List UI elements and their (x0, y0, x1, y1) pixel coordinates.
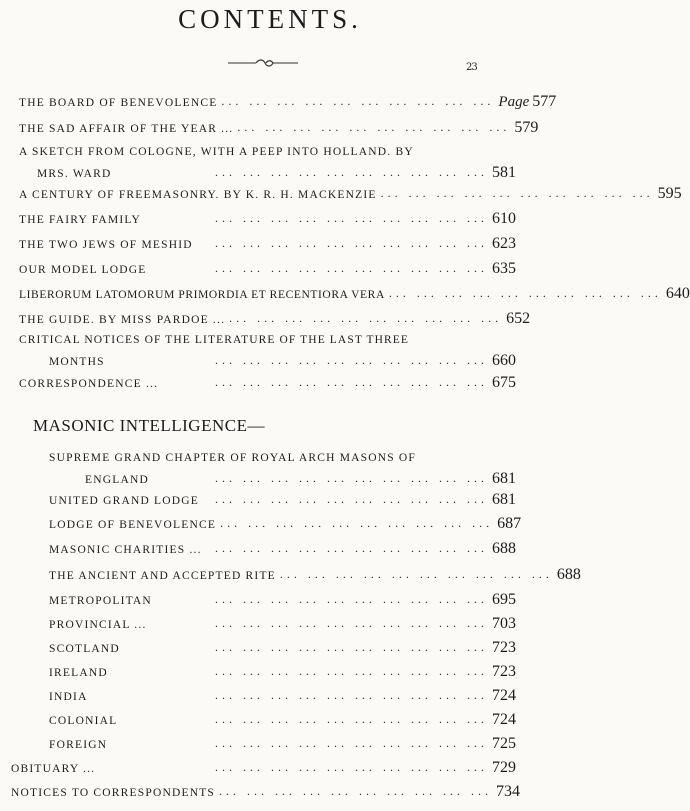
toc-entry-label: THE GUIDE. BY MISS PARDOE ... (19, 314, 226, 326)
leader-dots: ... ... ... ... ... ... ... ... ... ... (215, 375, 488, 389)
toc-entry-page: 724 (492, 687, 516, 704)
toc-entry-label: SCOTLAND (49, 643, 120, 655)
toc-entry[interactable] (19, 334, 516, 370)
toc-entry[interactable] (49, 591, 516, 609)
leader-dots: ... ... ... ... ... ... ... ... ... ... (215, 541, 488, 555)
toc-entry-page: 723 (492, 639, 516, 656)
leader-dots: ... ... ... ... ... ... ... ... ... ... (380, 186, 654, 200)
toc-entry[interactable] (49, 566, 581, 584)
toc-entry-page: 681 (492, 491, 516, 508)
toc-entry-label: COLONIAL (49, 715, 118, 727)
toc-entry-label: CORRESPONDENCE ... (19, 378, 159, 390)
toc-entry-label: THE BOARD OF BENEVOLENCE (19, 97, 218, 109)
toc-entry-page: 688 (492, 540, 516, 557)
toc-entry[interactable] (19, 185, 682, 203)
toc-entry-label: ENGLAND (85, 474, 149, 486)
toc-entry-label-line1: SUPREME GRAND CHAPTER OF ROYAL ARCH MASONS OF (49, 452, 417, 464)
toc-entry-page: 595 (657, 185, 682, 202)
toc-entry[interactable] (19, 210, 516, 228)
toc-entry-label: MONTHS (49, 356, 105, 368)
toc-entry-page: 703 (492, 615, 516, 632)
toc-entry[interactable] (11, 759, 516, 777)
toc-entry-label: INDIA (49, 691, 88, 703)
leader-dots: ... ... ... ... ... ... ... ... ... ... (215, 712, 488, 726)
toc-entry-label-line1: CRITICAL NOTICES OF THE LITERATURE OF THE LAST THREE (19, 334, 410, 346)
leader-dots: ... ... ... ... ... ... ... ... ... ... (220, 516, 494, 530)
leader-dots: ... ... ... ... ... ... ... ... ... ... (215, 353, 488, 367)
toc-entry-label: LODGE OF BENEVOLENCE (49, 519, 217, 531)
leader-dots: ... ... ... ... ... ... ... ... ... ... (215, 760, 488, 774)
toc-entry-label: METROPOLITAN (49, 595, 152, 607)
toc-entry[interactable] (49, 540, 516, 558)
page-title: CONTENTS. (178, 4, 362, 34)
toc-entry-page: 724 (492, 711, 516, 728)
page-mark: 23 (466, 62, 477, 73)
toc-entry-page: 623 (492, 235, 516, 252)
toc-entry[interactable] (19, 119, 539, 137)
leader-dots: ... ... ... ... ... ... ... ... ... ... (237, 120, 511, 134)
leader-dots: ... ... ... ... ... ... ... ... ... ... (215, 211, 488, 225)
toc-entry[interactable] (49, 711, 516, 729)
toc-entry-label: MASONIC CHARITIES ... (49, 544, 202, 556)
toc-entry[interactable] (19, 310, 531, 328)
toc-entry[interactable] (11, 783, 521, 801)
toc-entry-page: 660 (492, 352, 516, 369)
toc-entry[interactable] (49, 515, 522, 533)
toc-entry[interactable] (19, 235, 516, 253)
toc-entry-page: 675 (492, 374, 516, 391)
toc-entry[interactable] (19, 93, 557, 111)
toc-entry-label: UNITED GRAND LODGE (49, 495, 199, 507)
leader-dots: ... ... ... ... ... ... ... ... ... ... (215, 640, 488, 654)
toc-entry[interactable] (19, 374, 516, 392)
toc-entry-label: MRS. WARD (37, 168, 112, 180)
leader-dots: ... ... ... ... ... ... ... ... ... ... (215, 236, 488, 250)
toc-entry-label: THE FAIRY FAMILY (19, 214, 141, 226)
leader-dots: ... ... ... ... ... ... ... ... ... ... (215, 471, 488, 485)
toc-entry-label: OBITUARY ... (11, 763, 96, 775)
ornament-divider (228, 58, 298, 68)
toc-entry[interactable] (49, 663, 516, 681)
toc-entry-page: 734 (496, 783, 521, 800)
leader-dots: ... ... ... ... ... ... ... ... ... ... (215, 165, 488, 179)
leader-dots: ... ... ... ... ... ... ... ... ... ... (215, 261, 488, 275)
page-prefix: Page (498, 94, 530, 110)
toc-entry[interactable] (49, 735, 516, 753)
toc-entry[interactable] (19, 285, 690, 303)
toc-entry-label: OUR MODEL LODGE (19, 264, 147, 276)
leader-dots: ... ... ... ... ... ... ... ... ... ... (219, 784, 493, 798)
toc-entry-page: 725 (492, 735, 516, 752)
leader-dots: ... ... ... ... ... ... ... ... ... ... (215, 736, 488, 750)
toc-entry-page: 695 (492, 591, 516, 608)
toc-entry-page: 635 (492, 260, 516, 277)
toc-entry-label: THE SAD AFFAIR OF THE YEAR ... (19, 123, 234, 135)
toc-entry-label: NOTICES TO CORRESPONDENTS (11, 787, 216, 799)
toc-entry-page: 723 (492, 663, 516, 680)
toc-entry-label: FOREIGN (49, 739, 108, 751)
toc-entry-label-line1: A SKETCH FROM COLOGNE, WITH A PEEP INTO HOLLAND. BY (19, 146, 414, 158)
toc-entry-page: 687 (497, 515, 522, 532)
toc-entry[interactable] (49, 639, 516, 657)
toc-entry[interactable] (19, 146, 516, 182)
leader-dots: ... ... ... ... ... ... ... ... ... ... (388, 286, 662, 300)
toc-entry-label: THE TWO JEWS OF MESHID (19, 239, 193, 251)
leader-dots: ... ... ... ... ... ... ... ... ... ... (215, 664, 488, 678)
section-heading: MASONIC INTELLIGENCE— (33, 416, 265, 435)
leader-dots: ... ... ... ... ... ... ... ... ... ... (215, 688, 488, 702)
toc-entry-page: 729 (492, 759, 516, 776)
toc-entry[interactable] (19, 260, 516, 278)
toc-entry[interactable] (49, 452, 516, 488)
leader-dots: ... ... ... ... ... ... ... ... ... ... (215, 492, 488, 506)
leader-dots: ... ... ... ... ... ... ... ... ... ... (215, 616, 488, 630)
toc-entry-page: 579 (514, 119, 539, 136)
toc-entry[interactable] (49, 491, 516, 509)
toc-entry-label: LIBERORUM LATOMORUM PRIMORDIA ET RECENTIORA VERA (19, 289, 385, 301)
toc-entry-label: PROVINCIAL ... (49, 619, 147, 631)
toc-entry-page: 688 (556, 566, 581, 583)
leader-dots: ... ... ... ... ... ... ... ... ... ... (229, 311, 503, 325)
toc-entry-label: THE ANCIENT AND ACCEPTED RITE (49, 570, 276, 582)
toc-entry-page: 681 (492, 470, 516, 487)
toc-entry[interactable] (49, 615, 516, 633)
toc-entry-page: 610 (492, 210, 516, 227)
leader-dots: ... ... ... ... ... ... ... ... ... ... (215, 592, 488, 606)
leader-dots: ... ... ... ... ... ... ... ... ... ... (221, 94, 495, 108)
toc-entry[interactable] (49, 687, 516, 705)
toc-entry-page: 640 (665, 285, 690, 302)
toc-entry-label: IRELAND (49, 667, 108, 679)
toc-entry-page: 581 (492, 164, 516, 181)
toc-entry-label: A CENTURY OF FREEMASONRY. BY K. R. H. MACKENZIE (19, 189, 377, 201)
toc-entry-page: 652 (506, 310, 531, 327)
leader-dots: ... ... ... ... ... ... ... ... ... ... (279, 567, 553, 581)
toc-entry-page: Page 577 (498, 93, 557, 110)
